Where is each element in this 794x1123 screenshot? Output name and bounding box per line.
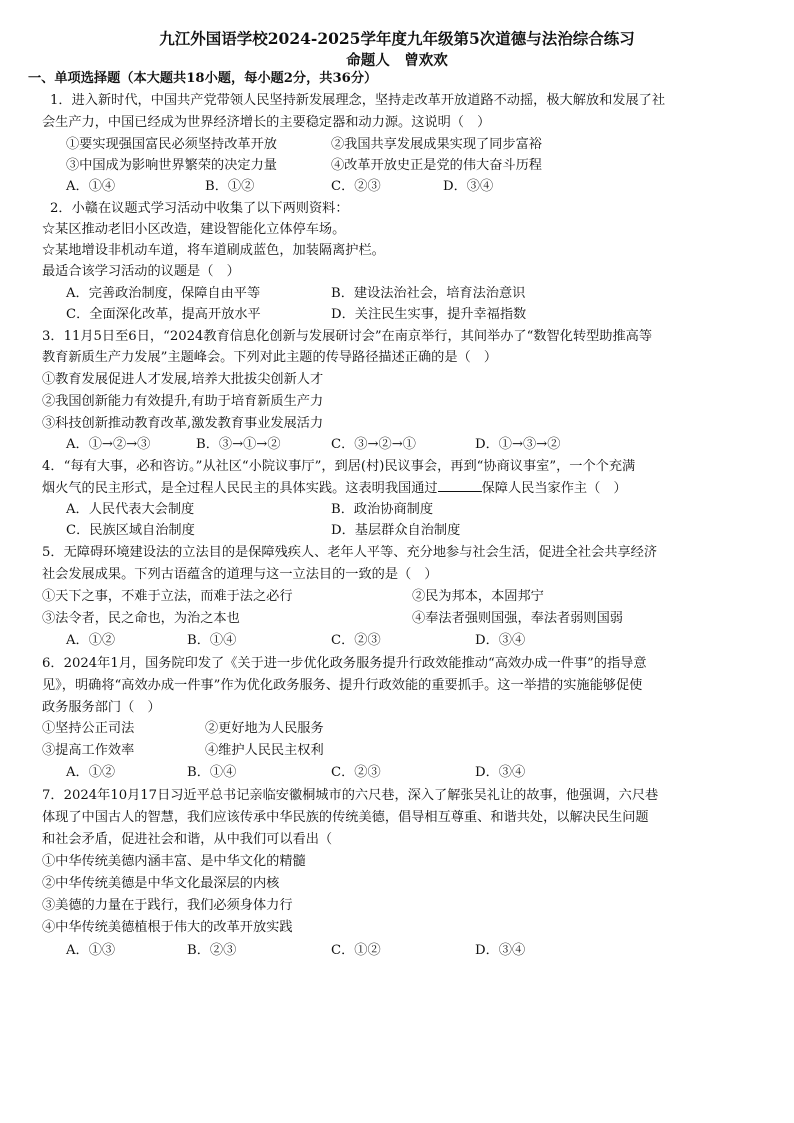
q6-option-c[interactable]: C．②③ [331,765,381,780]
q2-option-c[interactable]: C．全面深化改革，提高开放水平 [66,307,261,322]
q3-statement-2: ②我国创新能力有效提升,有助于培育新质生产力 [42,394,324,409]
q6-option-a[interactable]: A．①② [66,765,116,780]
q7-option-d[interactable]: D．③④ [475,943,526,958]
q2-stem-line1: 2．小赣在议题式学习活动中收集了以下两则资料： [50,201,349,216]
q4-answer-blank [438,479,482,492]
q3-option-c[interactable]: C．③→②→① [331,437,416,452]
q7-stem-line2: 体现了中国古人的智慧，我们应该传承中华民族的传统美德，倡导相互尊重、和谐共处，以解决民生问题 [42,810,649,825]
q1-statement-4: ④改革开放史正是党的伟大奋斗历程 [331,158,542,173]
q6-stem-line2: 见》，明确将“高效办成一件事”作为优化政务服务、提升行政效能的重要抓手。这一举措的实施能够促使 [42,678,643,693]
q1-option-d[interactable]: D．③④ [443,179,494,194]
q3-option-b[interactable]: B．③→①→② [196,437,281,452]
q6-stem-line3: 政务服务部门（ ） [42,700,161,715]
q7-option-b[interactable]: B．②③ [187,943,237,958]
q7-statement-4: ④中华传统美德植根于伟大的改革开放实践 [42,920,293,935]
q2-option-b[interactable]: B．建设法治社会，培育法治意识 [331,286,526,301]
q1-option-a[interactable]: A．①④ [66,179,116,194]
q5-option-d[interactable]: D．③④ [475,633,526,648]
q1-option-c[interactable]: C．②③ [331,179,381,194]
q4-stem-line1: 4．“每有大事，必和咨访。”从社区“小院议事厅”，到居(村)民议事会，再到“协商议事室”，一个个充满 [42,459,636,474]
q2-question: 最适合该学习活动的议题是（ ） [42,264,240,279]
q5-statement-4: ④奉法者强则国强，奉法者弱则国弱 [412,611,623,626]
q4-option-c[interactable]: C．民族区域自治制度 [66,523,195,538]
q7-stem-line3: 和社会矛盾，促进社会和谐，从中我们可以看出（ [42,832,333,847]
q3-statement-1: ①教育发展促进人才发展,培养大批拔尖创新人才 [42,372,324,387]
author-line: 命题人 曾欢欢 [346,52,448,69]
q5-stem-line1: 5．无障碍环境建设法的立法目的是保障残疾人、老年人平等、充分地参与社会生活，促进全社会共享经济 [42,545,658,560]
q3-option-a[interactable]: A．①→②→③ [66,437,151,452]
q5-statement-1: ①天下之事，不难于立法，而难于法之必行 [42,589,293,604]
q5-statement-3: ③法令者，民之命也，为治之本也 [42,611,240,626]
q3-stem-line2: 教育新质生产力发展”主题峰会。下列对此主题的传导路径描述正确的是（ ） [42,350,498,365]
q5-option-b[interactable]: B．①④ [187,633,237,648]
q4-stem-line2-part2: 保障人民当家作主（ ） [481,481,627,496]
q2-option-a[interactable]: A．完善政治制度，保障自由平等 [66,286,261,301]
q6-stem-line1: 6．2024年1月，国务院印发了《关于进一步优化政务服务提升行政效能推动“高效办成一件事”的指导意 [42,656,647,671]
q1-option-b[interactable]: B．①② [205,179,255,194]
q5-option-a[interactable]: A．①② [66,633,116,648]
section-heading: 一、单项选择题（本大题共18小题，每小题2分，共36分） [28,71,378,86]
q6-option-b[interactable]: B．①④ [187,765,237,780]
q7-statement-2: ②中华传统美德是中华文化最深层的内核 [42,876,280,891]
q6-option-d[interactable]: D．③④ [475,765,526,780]
q7-statement-1: ①中华传统美德内涵丰富、是中华文化的精髓 [42,854,306,869]
q5-option-c[interactable]: C．②③ [331,633,381,648]
q4-option-a[interactable]: A．人民代表大会制度 [66,502,195,517]
q4-option-d[interactable]: D．基层群众自治制度 [331,523,461,538]
q1-stem-line2: 会生产力，中国已经成为世界经济增长的主要稳定器和动力源。这说明（ ） [42,115,491,130]
q3-stem-line1: 3．11月5日至6日，“2024教育信息化创新与发展研讨会”在南京举行，其间举办了“数智化转型助推高等 [42,329,653,344]
q6-statement-3: ③提高工作效率 [42,743,135,758]
q4-option-b[interactable]: B．政治协商制度 [331,502,434,517]
q2-option-d[interactable]: D．关注民生实事，提升幸福指数 [331,307,527,322]
q2-material-1: ☆某区推动老旧小区改造，建设智能化立体停车场。 [42,222,346,237]
q6-statement-2: ②更好地为人民服务 [205,721,324,736]
q5-statement-2: ②民为邦本，本固邦宁 [412,589,544,604]
exam-title: 九江外国语学校2024-2025学年度九年级第5次道德与法治综合练习 [159,29,635,48]
q7-option-c[interactable]: C．①② [331,943,381,958]
q1-stem-line1: 1．进入新时代，中国共产党带领人民坚持新发展理念，坚持走改革开放道路不动摇，极大解放和发展了社 [50,93,666,108]
q3-option-d[interactable]: D．①→③→② [475,437,561,452]
q2-material-2: ☆某地增设非机动车道，将车道刷成蓝色，加装隔离护栏。 [42,243,385,258]
q5-stem-line2: 社会发展成果。下列古语蕴含的道理与这一立法目的一致的是（ ） [42,567,438,582]
q4-stem-line2-part1: 烟火气的民主形式，是全过程人民民主的具体实践。这表明我国通过 [42,481,438,496]
q1-statement-3: ③中国成为影响世界繁荣的决定力量 [66,158,277,173]
q4-stem-line2 [42,479,627,498]
q6-statement-4: ④维护人民民主权利 [205,743,324,758]
q3-statement-3: ③科技创新推动教育改革,激发教育事业发展活力 [42,416,324,431]
q1-statement-1: ①要实现强国富民必须坚持改革开放 [66,137,277,152]
q7-option-a[interactable]: A．①③ [66,943,116,958]
q7-stem-line1: 7．2024年10月17日习近平总书记亲临安徽桐城市的六尺巷，深入了解张吴礼让的故事，他强调，六尺巷 [42,788,659,803]
q6-statement-1: ①坚持公正司法 [42,721,135,736]
q1-statement-2: ②我国共享发展成果实现了同步富裕 [331,137,542,152]
q7-statement-3: ③美德的力量在于践行，我们必须身体力行 [42,898,293,913]
